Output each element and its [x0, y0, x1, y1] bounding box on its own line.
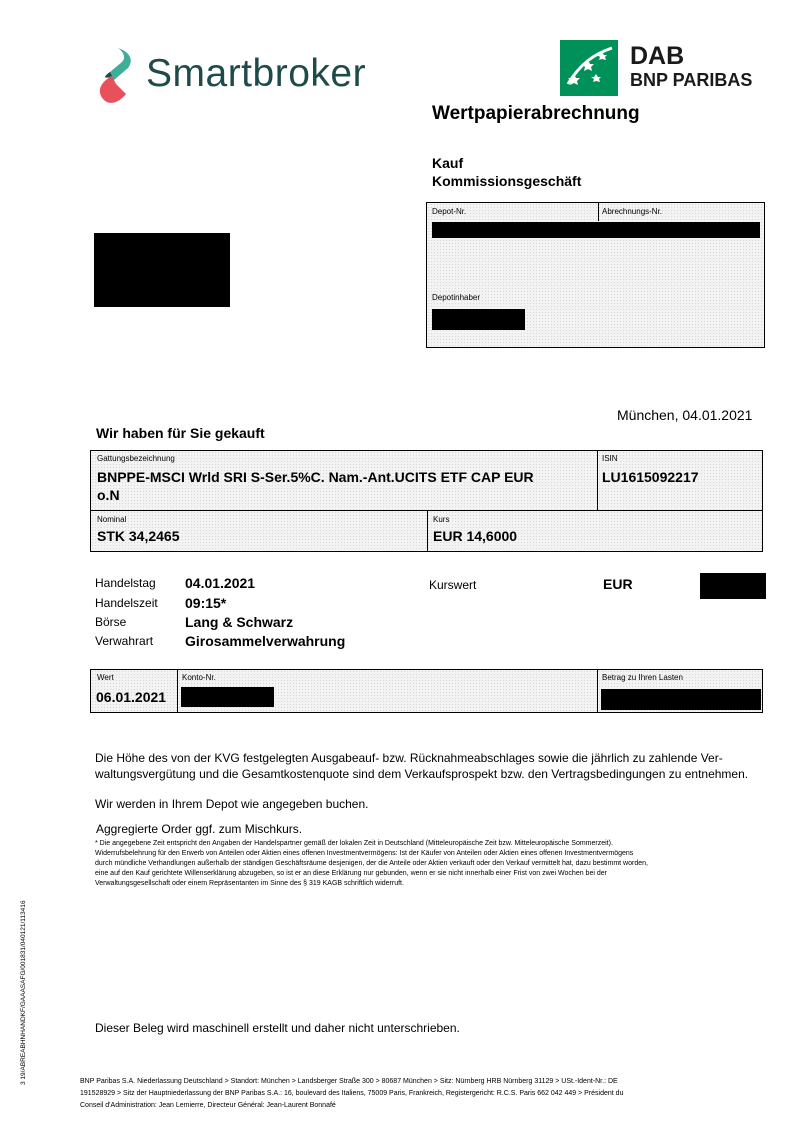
betrag-redaction [601, 689, 761, 710]
dab-logo-line2: BNP PARIBAS [630, 70, 753, 90]
nominal-value: STK 34,2465 [97, 528, 180, 544]
address-redaction [94, 233, 230, 307]
konto-divider [177, 670, 178, 712]
trade-details [95, 575, 415, 655]
detail-label: Verwahrart [95, 634, 154, 648]
dab-logo [560, 40, 770, 100]
smartbroker-logo-text: Smartbroker [146, 52, 367, 95]
footer-line: Conseil d'Administration: Jean Lemierre, Directeur Général: Jean-Laurent Bonnafé [80, 1102, 336, 1109]
document-title: Wertpapierabrechnung [432, 103, 640, 124]
kvg-note-line2: waltungsvergütung und die Gesamtkostenquote sind dem Verkaufsprospekt bzw. den Vertragsbedingungen zu entnehmen. [95, 767, 749, 781]
detail-label: Handelszeit [95, 596, 158, 610]
konto-label: Konto-Nr. [182, 673, 216, 682]
booking-note: Wir werden in Ihrem Depot wie angegeben buchen. [95, 797, 369, 811]
gattung-line2: o.N [97, 487, 120, 503]
kurs-value: EUR 14,6000 [433, 528, 518, 544]
wert-label: Wert [97, 673, 114, 682]
isin-divider [597, 451, 598, 510]
kurs-label: Kurs [433, 515, 450, 524]
place-date: München, 04.01.2021 [617, 407, 753, 423]
abrechnung-number-label: Abrechnungs-Nr. [602, 207, 663, 216]
fine-print-line: eine auf den Kauf gerichtete Willenserklärung abzugeben, so ist er an diese Erklärung nur gebunden, wenn er sie nicht innerhalb einer Frist von zwei Wochen bei der [95, 870, 607, 877]
transaction-kind: Kommissionsgeschäft [432, 173, 582, 189]
depotinhaber-label: Depotinhaber [432, 293, 481, 302]
aggregated-order-note: Aggregierte Order ggf. zum Mischkurs. [96, 822, 303, 836]
depot-number-redaction [432, 222, 760, 238]
transaction-type: Kauf [432, 155, 464, 171]
betrag-label: Betrag zu Ihren Lasten [602, 673, 683, 682]
smartbroker-logo [94, 44, 404, 104]
kurswert-redaction [700, 573, 766, 599]
depot-number-label: Depot-Nr. [432, 207, 467, 216]
gattung-label: Gattungsbezeichnung [97, 454, 175, 463]
betrag-divider [597, 670, 598, 712]
kurswert-currency: EUR [603, 576, 633, 592]
detail-label: Börse [95, 615, 127, 629]
nominal-label: Nominal [97, 515, 127, 524]
fine-print-line: * Die angegebene Zeit entspricht den Angaben der Handelspartner gemäß der lokalen Zeit in Deutschland (Mitteleuropäische Zeit bzw. Mitteleuropäische Sommerzeit). [95, 840, 613, 847]
detail-label: Handelstag [95, 576, 156, 590]
footer-line: BNP Paribas S.A. Niederlassung Deutschland > Standort: München > Landsberger Straße 300 > 80687 München > Sitz: Nürnberg HRB Nürnberg 31129 > USt.-Ident-Nr.: DE [80, 1078, 618, 1085]
dab-logo-line1: DAB [630, 42, 685, 70]
isin-label: ISIN [602, 454, 618, 463]
side-document-code: 3 19/ABREABHNHANDKF/GAAASAFG/001831/040121/113416 [20, 900, 27, 1085]
fine-print-line: durch mündliche Verhandlungen außerhalb der ständigen Geschäftsräume desjenigen, der die Anteile oder Aktien verkauft oder den Verkauf vermittelt hat, dazu bestimmt worden, [95, 860, 648, 867]
depotinhaber-redaction [432, 309, 525, 330]
kurs-divider [427, 511, 428, 551]
gattung-line1: BNPPE-MSCI Wrld SRI S-Ser.5%C. Nam.-Ant.UCITS ETF CAP EUR [97, 469, 534, 485]
section-heading: Wir haben für Sie gekauft [96, 425, 265, 441]
wert-value: 06.01.2021 [96, 689, 167, 705]
kvg-note-line1: Die Höhe des von der KVG festgelegten Ausgabeauf- bzw. Rücknahmeabschlages sowie die jährlich zu zahlende Ver- [95, 751, 723, 765]
kurswert-label: Kurswert [429, 578, 477, 592]
detail-value: 09:15* [185, 595, 227, 611]
smartbroker-logo-mark [94, 46, 136, 104]
fine-print-line: Widerrufsbelehrung für den Erwerb von Anteilen oder Aktien eines offenen Investmentvermögens: Ist der Käufer von Anteilen oder Aktien eines offenen Investmentvermögens [95, 850, 634, 857]
isin-value: LU1615092217 [602, 469, 699, 485]
detail-value: Lang & Schwarz [185, 614, 294, 630]
detail-value: 04.01.2021 [185, 575, 256, 591]
depot-divider [598, 203, 599, 221]
machine-generated-note: Dieser Beleg wird maschinell erstellt und daher nicht unterschrieben. [95, 1021, 460, 1035]
detail-value: Girosammelverwahrung [185, 633, 346, 649]
konto-redaction [181, 687, 274, 707]
footer-line: 191528929 > Sitz der Hauptniederlassung der BNP Paribas S.A.: 16, boulevard des Italiens, 75009 Paris, Frankreich, Registergericht: R.C.S. Paris 662 042 449 > Président du [80, 1090, 624, 1097]
fine-print-line: Verwaltungsgesellschaft oder einem Repräsentanten im Sinne des § 319 KAGB schriftlich widerruft. [95, 880, 404, 887]
bnp-stars-icon [560, 40, 618, 96]
